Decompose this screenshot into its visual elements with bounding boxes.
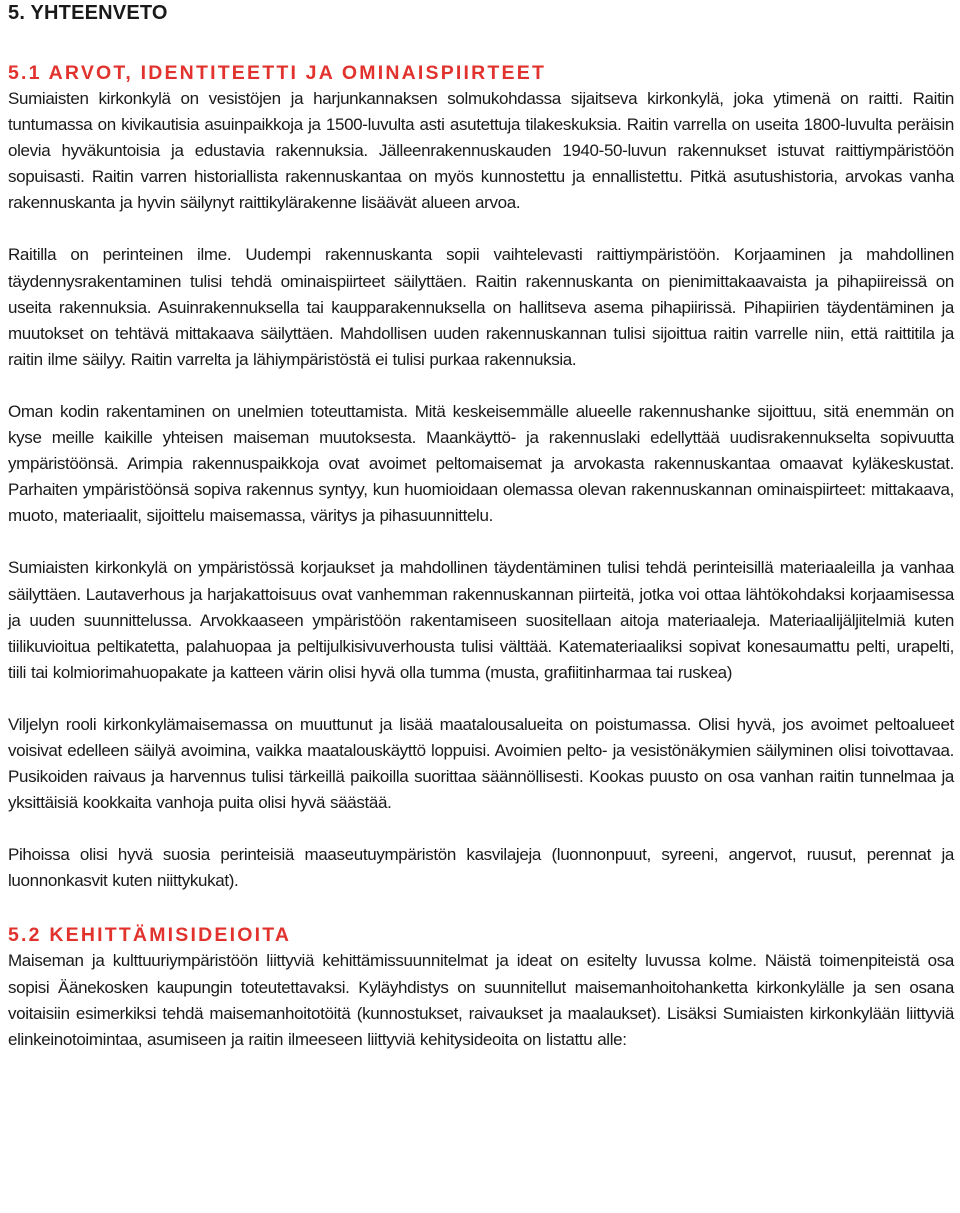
paragraph-development-ideas: Maiseman ja kulttuuriympäristöön liittyviä kehittämissuunnitelmat ja ideat on esitelty luvussa kolme. Näistä toimenpiteistä osa sopisi Äänekosken kaupungin toteutettavaksi. Kyläyhdistys on suunnitellut maisemanhoitohanketta kirkonkylälle ja sen osana voitaisiin esimerkiksi tehdä maisemanhoitotöitä (kunnostukset, raivaukset ja maalaukset). Lisäksi Sumiaisten kirkonkylään liittyviä elinkeinotoimintaa, asumiseen ja raitin ilmeeseen liittyviä kehitysideoita on listattu alle: <box>8 951 954 1049</box>
paragraph-agriculture-landscape: Viljelyn rooli kirkonkylämaisemassa on muuttunut ja lisää maatalousalueita on poistumassa. Olisi hyvä, jos avoimet peltoalueet voisivat edelleen säilyä avoimina, vaikka maatalouskäyttö loppuisi. Avoimien pelto- ja vesistönäkymien säilyminen olisi toivottavaa. Pusikoiden raivaus ja harvennus tulisi tärkeillä paikoilla suorittaa säännöllisesti. Kookas puusto on osa vanhan raitin tunnelmaa ja yksittäisiä kookkaita vanhoja puita olisi hyvä säästää. <box>8 714 954 813</box>
paragraph-new-construction: Oman kodin rakentaminen on unelmien toteuttamista. Mitä keskeisemmälle alueelle rakennushanke sijoittuu, sitä enemmän on kyse meille kaikille yhteisen maiseman muutoksesta. Maankäyttö- ja rakennuslaki edellyttää uudisrakennukselta sopivuutta ympäristöönsä. Arimpia rakennuspaikkoja ovat avoimet peltomaisemat ja arvokasta rakennuskantaa omaavat kyläkeskustat. Parhaiten ympäristöönsä sopiva rakennus syntyy, kun huomioidaan olemassa olevan rakennuskannan ominaispiirteet: mittakaava, muoto, materiaalit, sijoittelu maisemassa, väritys ja pihasuunnittelu. <box>8 401 954 526</box>
paragraph-raitti-character: Raitilla on perinteinen ilme. Uudempi rakennuskanta sopii vaihtelevasti raittiympäristöön. Korjaaminen ja mahdollinen täydennysrakentaminen tulisi tehdä ominaispiirteet säilyttäen. Raitin rakennuskanta on pienimittakaavaista ja pihapiireissä on useita rakennuksia. Asuinrakennuksella tai kaupparakennuksella on hallitseva asema pihapiirissä. Pihapiirien täydentäminen ja muutokset on tehtävä mittakaava säilyttäen. Mahdollisen uuden rakennuskannan tulisi sijoittua raitin varrelle niin, että raittitila ja raitin ilme säilyy. Raitin varrelta ja lähiympäristöstä ei tulisi purkaa rakennuksia. <box>8 245 954 369</box>
paragraph-garden-plants: Pihoissa olisi hyvä suosia perinteisiä maaseutuympäristön kasvilajeja (luonnonpuut, syreeni, angervot, ruusut, perennat ja luonnonkasvit kuten niittykukat). <box>8 845 954 891</box>
chapter-title: 5. YHTEENVETO <box>8 2 168 24</box>
paragraph-materials: Sumiaisten kirkonkylä on ympäristössä korjaukset ja mahdollinen täydentäminen tulisi tehdä perinteisillä materiaaleilla ja vanhaa säilyttäen. Lautaverhous ja harjakattoisuus ovat vanhemman rakennuskannan piirteitä, jotka voi ottaa lähtökohdaksi korjaamisessa ja uuden suunnittelussa. Arvokkaaseen ympäristöön rakentamiseen suositellaan aitoja materiaaleja. Materiaalijäljitelmiä kuten tiilikuvioitua peltikatetta, palahuopaa ja peltijulkisivuverhousta tulisi välttää. Katemateriaaliksi sopivat konesaumattu pelti, urapelti, tiili tai kolmiorimahuopakate ja katteen värin olisi hyvä olla tumma (musta, grafiitinharmaa tai ruskea) <box>8 558 954 682</box>
section-heading-development-ideas: 5.2 KEHITTÄMISIDEIOITA <box>8 924 292 947</box>
paragraph-values-overview: Sumiaisten kirkonkylä on vesistöjen ja harjunkannaksen solmukohdassa sijaitseva kirkonkylä, joka ytimenä on raitti. Raitin tuntumassa on kivikautisia asuinpaikkoja ja 1500-luvulta asti asutettuja tilakeskuksia. Raitin varrella on useita 1800-luvulta peräisin olevia hyväkuntoisia ja edustavia rakennuksia. Jälleenrakennuskauden 1940-50-luvun rakennukset istuvat raittiympäristöön sopuisasti. Raitin varren historiallista rakennuskantaa on myös kunnostettu ja ennallistettu. Pitkä asutushistoria, arvokas vanha rakennuskanta ja hyvin säilynyt raittikylärakenne lisäävät alueen arvoa. <box>8 89 954 213</box>
section-heading-values: 5.1 ARVOT, IDENTITEETTI JA OMINAISPIIRTEET <box>8 62 547 84</box>
